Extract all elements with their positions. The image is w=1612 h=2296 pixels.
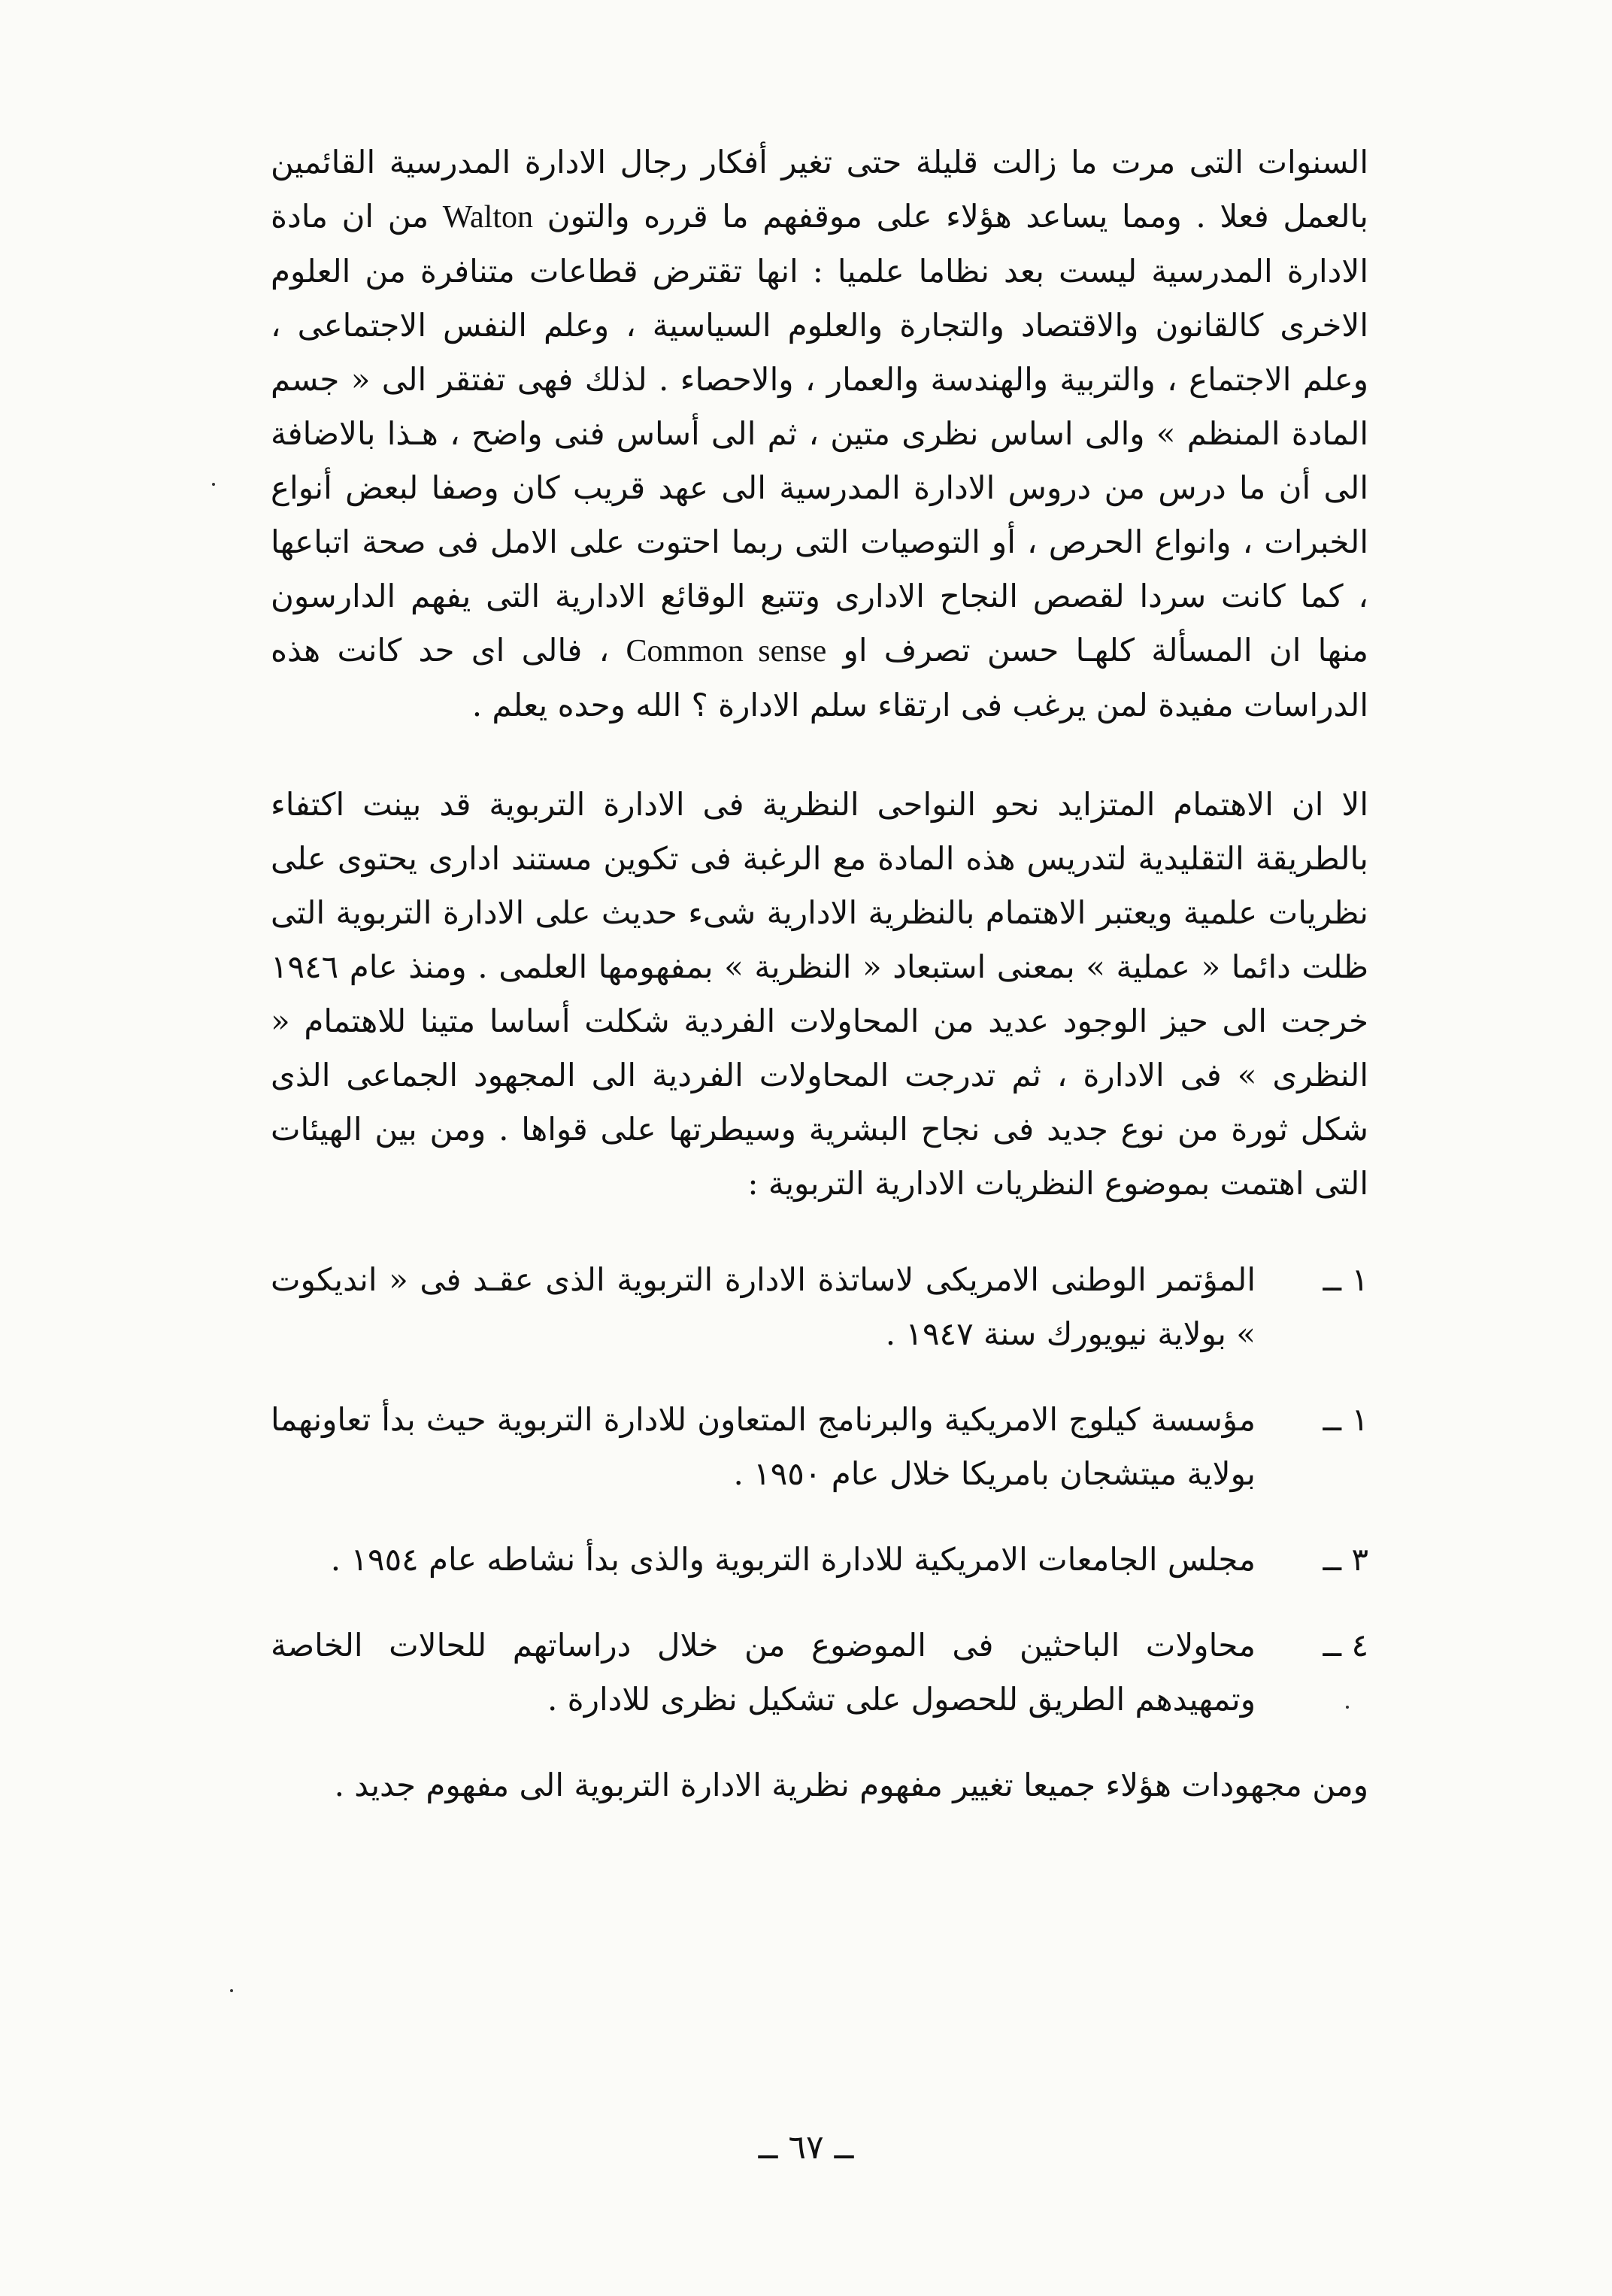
paragraph-walton-text-3: ، فالى اى حد كانت هذه الدراسات مفيدة لمن يرغب فى ارتقاء سلم الادارة ؟ الله وحده يعلم .: [271, 632, 1368, 723]
paragraph-walton: [271, 135, 1368, 732]
list-item-text: المؤتمر الوطنى الامريكى لاساتذة الادارة التربوية الذى عقـد فى « انديكوت » بولاية نيويورك سنة ١٩٤٧ .: [271, 1261, 1256, 1352]
list-item-text: محاولات الباحثين فى الموضوع من خلال دراساتهم للحالات الخاصة وتمهيدهم الطريق للحصول على تشكيل نظرى للادارة .: [271, 1627, 1256, 1718]
page-number: ــ ٦٧ ــ: [758, 2128, 854, 2167]
list-item-text: مجلس الجامعات الامريكية للادارة التربوية والذى بدأ نشاطه عام ١٩٥٤ .: [330, 1541, 1256, 1578]
scan-speck: [1346, 1706, 1349, 1709]
list-item: [271, 1618, 1368, 1727]
list-item-text: مؤسسة كيلوج الامريكية والبرنامج المتعاون للادارة التربوية حيث بدأ تعاونهما بولاية ميتشجان بامريكا خلال عام ١٩٥٠ .: [271, 1401, 1256, 1492]
scan-speck: [212, 483, 215, 486]
paragraph-walton-text-2: من ان مادة الادارة المدرسية ليست بعد نظاما علميا : انها تقترض قطاعات متنافرة من العلوم الاخرى كالقانون والاقتصاد والتجارة والعلوم السياسية ، وعلم النفس الاجتماعى ، وعلم الاجتماع ، والتربية والهندسة والعمار ، والاحصاء . لذلك فهى تفتقر الى « جسم المادة المنظم » والى اساس نظرى متين ، ثم الى أساس فنى واضح ، هـذا بالاضافة الى أن ما درس من دروس الادارة المدرسية الى عهد قريب كان وصفا لبعض أنواع الخبرات ، وانواع الحرص ، أو التوصيات التى ربما احتوت على الامل فى صحة اتباعها ، كما كانت سردا لقصص النجاح الادارى وتتبع الوقائع الادارية التى يفهم الدارسون منها ان المسألة كلهـا حسن تصرف او: [271, 198, 1368, 669]
organizations-list: [271, 1253, 1368, 1727]
latin-term-common-sense: Common sense: [626, 634, 827, 669]
list-item: [271, 1533, 1368, 1587]
list-item: [271, 1253, 1368, 1361]
list-item-number: ٤ ــ: [1323, 1627, 1368, 1664]
paragraph-theory-interest: الا ان الاهتمام المتزايد نحو النواحى النظرية فى الادارة التربوية قد بينت اكتفاء بالطريقة التقليدية لتدريس هذه المادة مع الرغبة فى تكوين مستند ادارى يحتوى على نظريات علمية ويعتبر الاهتمام بالنظرية الادارية شىء حديث على الادارة التربوية التى ظلت دائما « عملية » بمعنى استبعاد « النظرية » بمفهومها العلمى . ومنذ عام ١٩٤٦ خرجت الى حيز الوجود عديد من المحاولات الفردية شكلت أساسا متينا للاهتمام « النظرى » فى الادارة ، ثم تدرجت المحاولات الفردية الى المجهود الجماعى الذى شكل ثورة من نوع جديد فى نجاح البشرية وسيطرتها على قواها . ومن بين الهيئات التى اهتمت بموضوع النظريات الادارية التربوية :: [271, 786, 1368, 1202]
list-item-number: ١ ــ: [1323, 1401, 1368, 1438]
paragraph-conclusion: ومن مجهودات هؤلاء جميعا تغيير مفهوم نظرية الادارة التربوية الى مفهوم جديد .: [334, 1767, 1368, 1803]
list-item: [271, 1393, 1368, 1501]
paragraph-walton-text-1: السنوات التى مرت ما زالت قليلة حتى تغير أفكار رجال الادارة المدرسية القائمين بالعمل فعلا . ومما يساعد هؤلاء على موقفهم ما قرره والتون: [271, 144, 1368, 235]
page-body: [271, 135, 1368, 1855]
list-item-number: ٣ ــ: [1323, 1541, 1368, 1578]
scan-speck: [230, 1989, 233, 1992]
list-item-number: ١ ــ: [1323, 1261, 1368, 1298]
latin-term-walton: Walton: [442, 200, 534, 235]
